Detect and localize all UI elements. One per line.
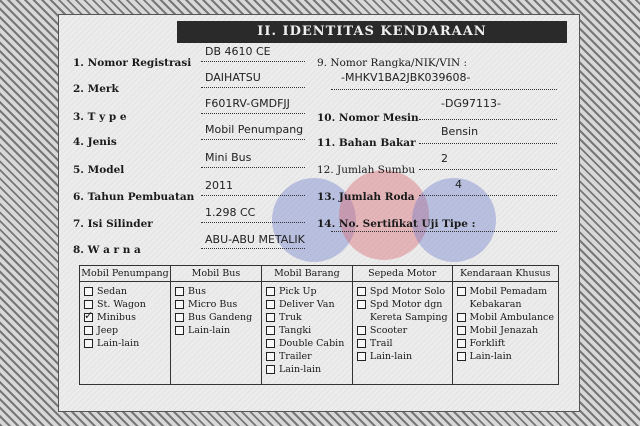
category-title: Mobil Barang: [262, 266, 352, 282]
option-lain-lain[interactable]: Lain-lain: [175, 324, 257, 337]
label-jumlah-sumbu: 12. Jumlah Sumbu: [317, 164, 416, 176]
option-tangki[interactable]: Tangki: [266, 324, 348, 337]
checkbox[interactable]: [266, 300, 275, 309]
value-merk: DAIHATSU: [205, 71, 261, 84]
value-jenis: Mobil Penumpang: [205, 123, 304, 136]
category-title: Sepeda Motor: [353, 266, 452, 282]
category-mobil-barang: [262, 266, 353, 384]
option-truk[interactable]: Truk: [266, 311, 348, 324]
option-spd-motor-solo[interactable]: Spd Motor Solo: [357, 285, 448, 298]
value-warna: ABU-ABU METALIK: [205, 233, 305, 246]
checkbox[interactable]: [457, 326, 466, 335]
checkbox[interactable]: [357, 339, 366, 348]
checkbox[interactable]: [457, 287, 466, 296]
label-sertifikat-uji-tipe: 14. No. Sertifikat Uji Tipe :: [317, 218, 476, 230]
vehicle-identity-card: [58, 14, 580, 412]
category-title: Kendaraan Khusus: [453, 266, 558, 282]
category-sepeda-motor: [353, 266, 453, 384]
value-tahun-pembuatan: 2011: [205, 179, 233, 192]
checkbox[interactable]: [266, 365, 275, 374]
option-trailer[interactable]: Trailer: [266, 350, 348, 363]
value-nomor-registrasi: DB 4610 CE: [205, 45, 271, 58]
category-mobil-bus: [171, 266, 262, 384]
option-lain-lain[interactable]: Lain-lain: [84, 337, 166, 350]
label-warna: 8. W a r n a: [73, 244, 141, 256]
section-header: II. IDENTITAS KENDARAAN: [177, 21, 567, 43]
option-kereta-samping[interactable]: Kereta Samping: [369, 312, 448, 323]
checkbox[interactable]: [84, 300, 93, 309]
option-mobil-pemadam[interactable]: Mobil Pemadam: [457, 285, 554, 298]
checkbox[interactable]: [84, 326, 93, 335]
label-type: 3. T y p e: [73, 111, 127, 123]
checkbox[interactable]: [175, 287, 184, 296]
checkbox[interactable]: [457, 352, 466, 361]
checkbox[interactable]: [357, 287, 366, 296]
category-kendaraan-khusus: [453, 266, 558, 384]
checkbox[interactable]: [457, 313, 466, 322]
option-scooter[interactable]: Scooter: [357, 324, 448, 337]
option-minibus[interactable]: ✓ Minibus: [84, 311, 166, 324]
option-trail[interactable]: Trail: [357, 337, 448, 350]
value-jumlah-roda: 4: [455, 178, 462, 191]
option-kebakaran: Kebakaran: [469, 299, 522, 310]
value-model: Mini Bus: [205, 151, 252, 164]
label-isi-silinder: 7. Isi Silinder: [73, 218, 153, 230]
label-model: 5. Model: [73, 164, 125, 176]
value-type: F601RV-GMDFJJ: [205, 97, 290, 110]
option-forklift[interactable]: Forklift: [457, 337, 554, 350]
label-nomor-mesin: 10. Nomor Mesin: [317, 112, 419, 124]
option-mobil-ambulance[interactable]: Mobil Ambulance: [457, 311, 554, 324]
value-bahan-bakar: Bensin: [441, 125, 479, 138]
label-bahan-bakar: 11. Bahan Bakar: [317, 137, 416, 149]
checkbox[interactable]: [84, 287, 93, 296]
checkbox[interactable]: [175, 326, 184, 335]
option-sedan[interactable]: Sedan: [84, 285, 166, 298]
option-double-cabin[interactable]: Double Cabin: [266, 337, 348, 350]
option-mobil-jenazah[interactable]: Mobil Jenazah: [457, 324, 554, 337]
option-micro-bus[interactable]: Micro Bus: [175, 298, 257, 311]
label-tahun-pembuatan: 6. Tahun Pembuatan: [73, 191, 195, 203]
option-bus-gandeng[interactable]: Bus Gandeng: [175, 311, 257, 324]
checkbox-checked[interactable]: [84, 313, 93, 322]
category-title: Mobil Bus: [171, 266, 261, 282]
label-nomor-registrasi: 1. Nomor Registrasi: [73, 57, 192, 69]
checkbox[interactable]: [357, 326, 366, 335]
option-st-wagon[interactable]: St. Wagon: [84, 298, 166, 311]
value-jumlah-sumbu: 2: [441, 152, 448, 165]
checkbox[interactable]: [357, 300, 366, 309]
value-nomor-rangka: -MHKV1BA2JBK039608-: [341, 71, 471, 84]
checkbox[interactable]: [175, 313, 184, 322]
value-isi-silinder: 1.298 CC: [205, 206, 256, 219]
checkbox[interactable]: [266, 313, 275, 322]
option-lain-lain[interactable]: Lain-lain: [457, 350, 554, 363]
checkbox[interactable]: [457, 339, 466, 348]
category-mobil-penumpang: [80, 266, 171, 384]
value-nomor-mesin: -DG97113-: [441, 97, 501, 110]
category-title: Mobil Penumpang: [80, 266, 170, 282]
label-nomor-rangka: 9. Nomor Rangka/NIK/VIN :: [317, 57, 468, 69]
label-jenis: 4. Jenis: [73, 136, 117, 148]
option-bus[interactable]: Bus: [175, 285, 257, 298]
checkbox[interactable]: [266, 352, 275, 361]
checkbox[interactable]: [84, 339, 93, 348]
option-jeep[interactable]: Jeep: [84, 324, 166, 337]
label-merk: 2. Merk: [73, 83, 119, 95]
option-pick-up[interactable]: Pick Up: [266, 285, 348, 298]
checkbox[interactable]: [266, 326, 275, 335]
checkbox[interactable]: [175, 300, 184, 309]
option-lain-lain[interactable]: Lain-lain: [357, 350, 448, 363]
vehicle-category-table: [79, 265, 559, 385]
checkbox[interactable]: [266, 287, 275, 296]
option-spd-motor-dgn[interactable]: Spd Motor dgn: [357, 298, 448, 311]
option-lain-lain[interactable]: Lain-lain: [266, 363, 348, 376]
label-jumlah-roda: 13. Jumlah Roda: [317, 191, 415, 203]
checkbox[interactable]: [357, 352, 366, 361]
checkbox[interactable]: [266, 339, 275, 348]
option-deliver-van[interactable]: Deliver Van: [266, 298, 348, 311]
